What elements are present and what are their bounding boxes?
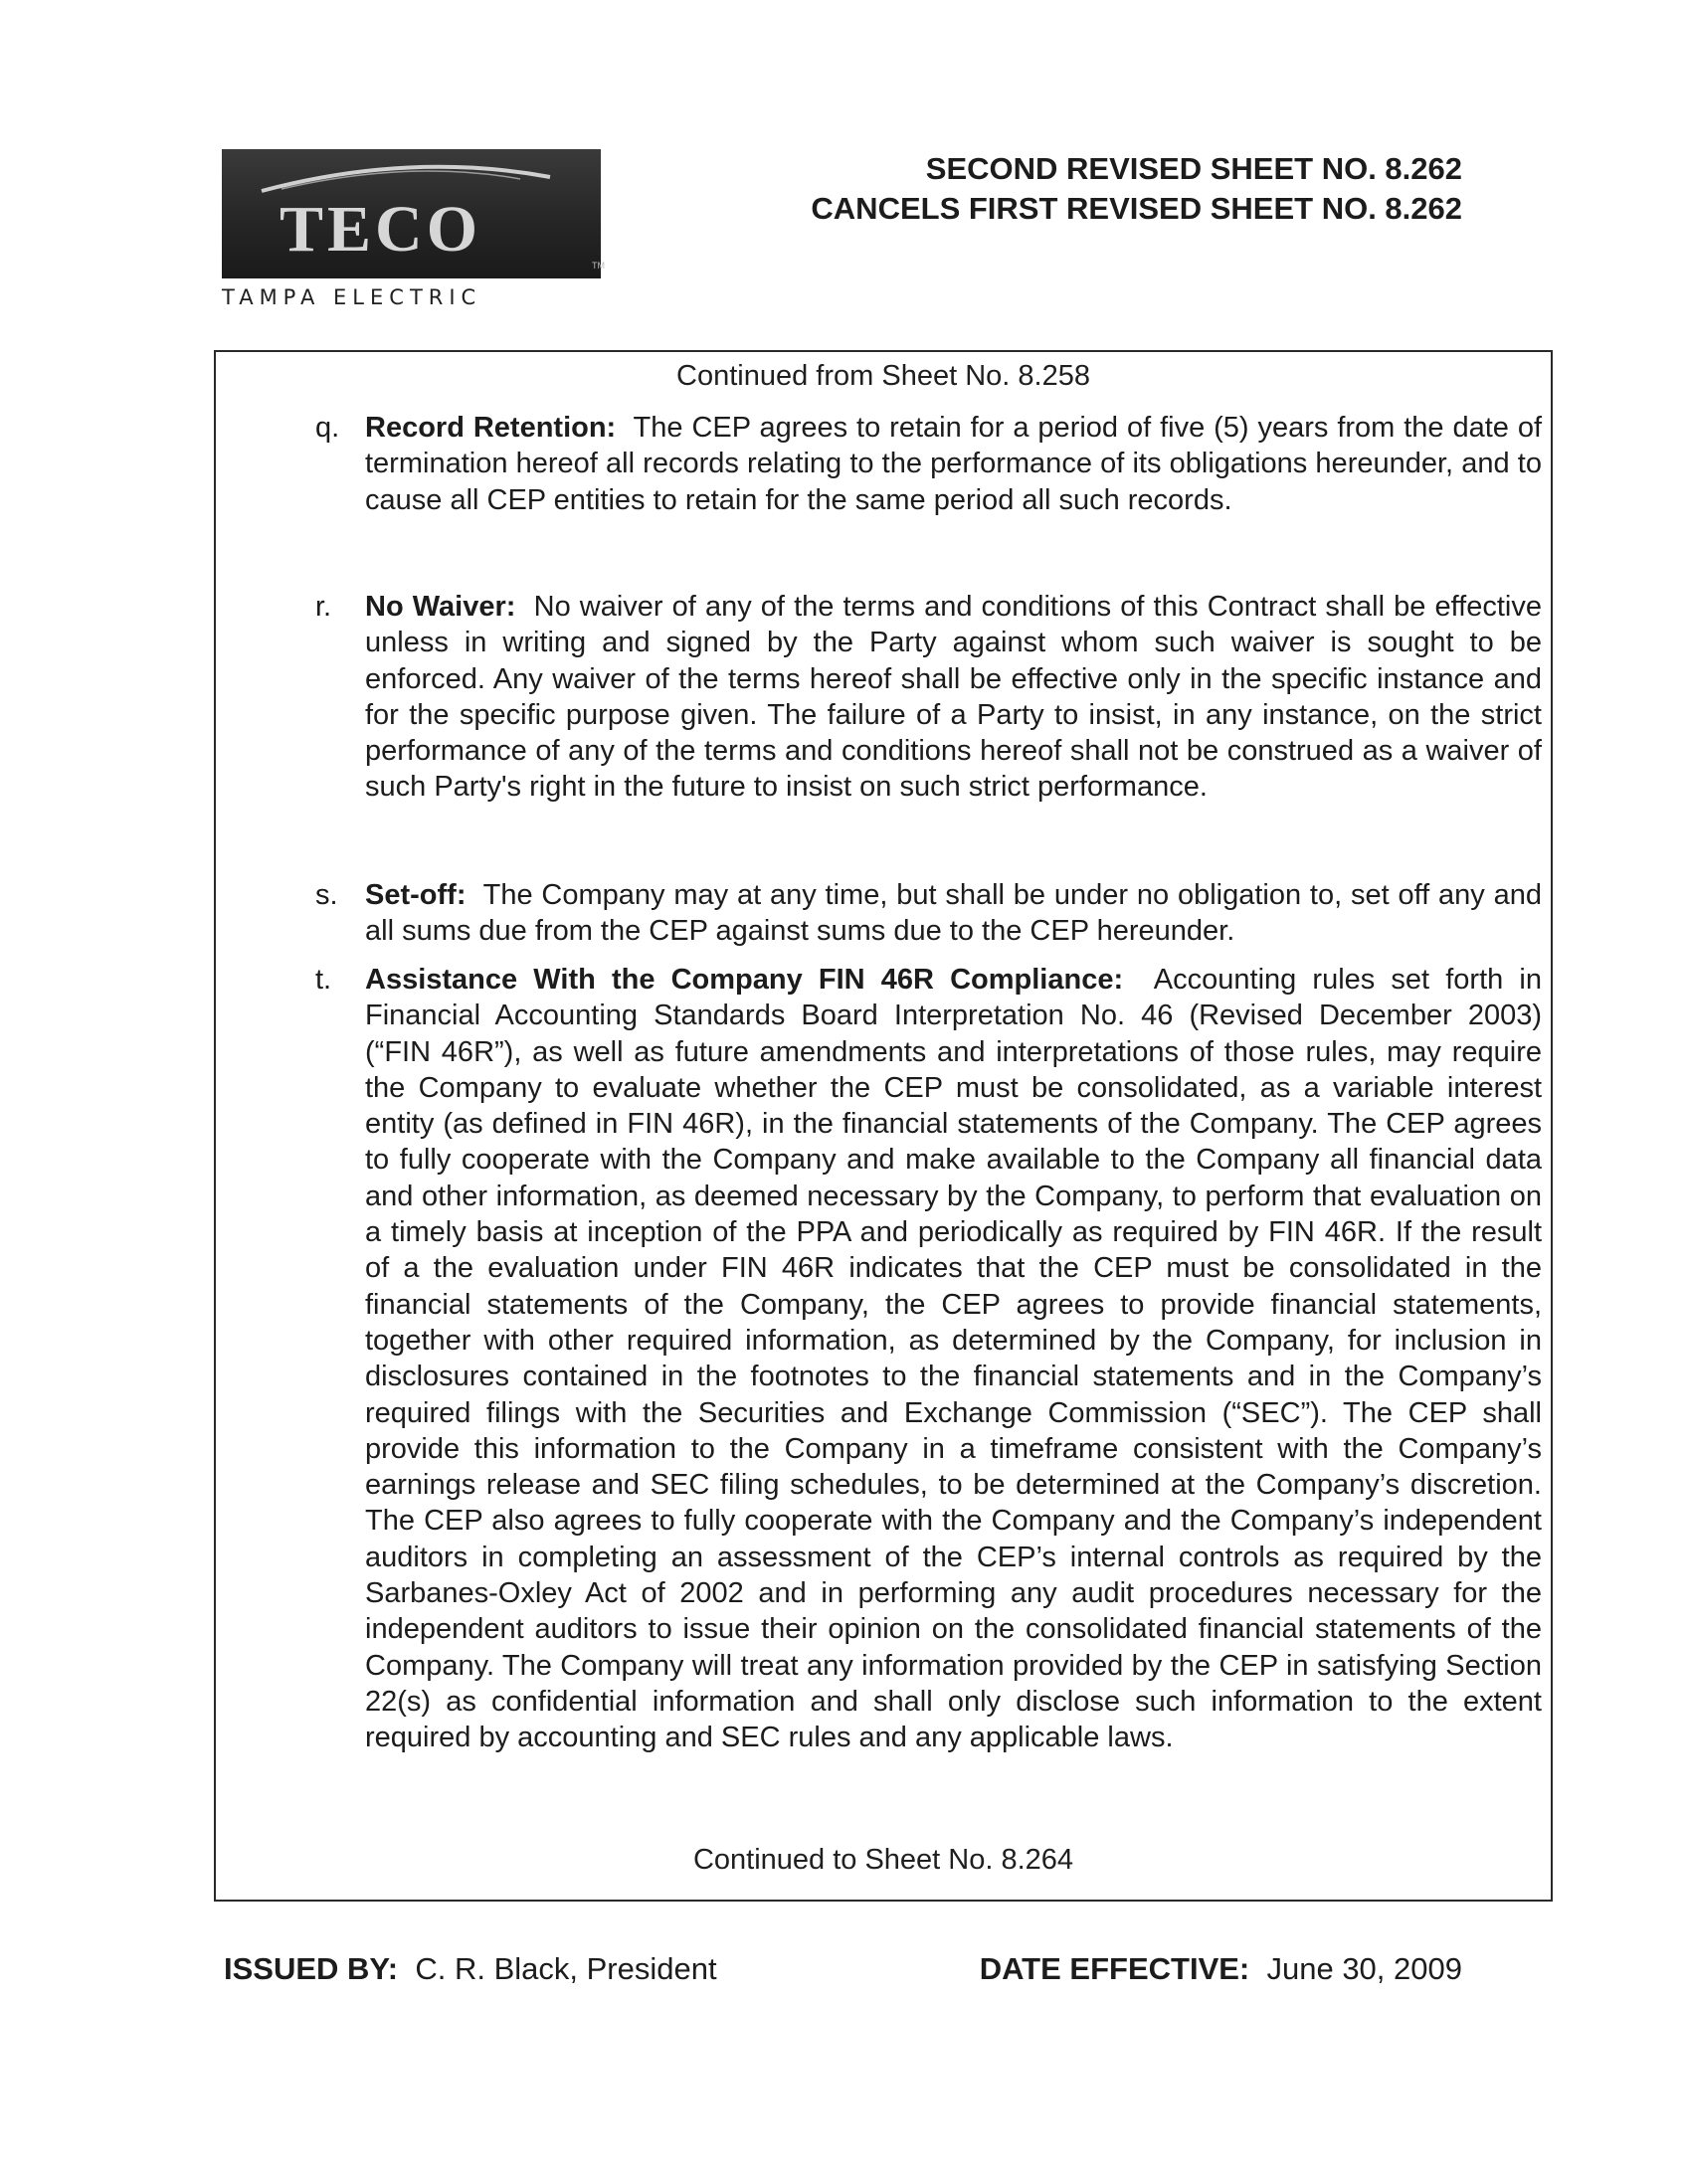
section-letter: q. — [315, 412, 340, 444]
tariff-content-box — [214, 350, 1553, 1902]
section-letter: s. — [315, 879, 338, 911]
section-body — [365, 589, 1542, 806]
section-title: Set-off: — [365, 879, 467, 911]
date-effective — [980, 1951, 1462, 1987]
company-name: TAMPA ELECTRIC — [222, 285, 482, 309]
date-effective-label: DATE EFFECTIVE: — [979, 1951, 1250, 1986]
issued-by-label: ISSUED BY: — [224, 1951, 399, 1986]
section-letter: r. — [315, 591, 332, 623]
issued-by-value: C. R. Black, President — [415, 1951, 717, 1986]
section-text: The Company may at any time, but shall be under no obligation to, set off any and all sums due from the CEP against sums due to the CEP hereunder. — [365, 879, 1543, 948]
section-title: Assistance With the Company FIN 46R Compliance: — [365, 964, 1124, 996]
section-text: Accounting rules set forth in Financial Accounting Standards Board Interpretation No. 46 (Revised December 2003) (“FIN 46R”), as well as future amendments and interpretations of those rules, may require the Company to evaluate whether the CEP must be consolidated, as a variable interest entity (as defined in FIN 46R), in the financial statements of the Company. The CEP agrees to fully cooperate with the Company and make available to the Company all financial data and other information, as deemed necessary by the Company, to perform that evaluation on a timely basis at inception of the PPA and periodically as required by FIN 46R. If the result of a the evaluation under FIN 46R indicates that the CEP must be consolidated in the financial statements of the Company, the CEP agrees to provide financial statements, together with other required information, as determined by the Company, for inclusion in disclosures contained in the footnotes to the financial statements and in the Company’s required filings with the Securities and Exchange Commission (“SEC”). The CEP shall provide this information to the Company in a timeframe consistent with the Company’s earnings release and SEC filing schedules, to be determined at the Company’s discretion. The CEP also agrees to fully cooperate with the Company and the Company’s independent auditors in completing an assessment of the CEP’s internal controls as required by the Sarbanes-Oxley Act of 2002 and in performing any audit procedures necessary for the independent auditors to issue their opinion on the consolidated financial statements of the Company. The Company will treat any information provided by the CEP in satisfying Section 22(s) as confidential information and shall only disclose such information to the extent required by accounting and SEC rules and any applicable laws. — [365, 964, 1542, 1754]
issued-by — [224, 1951, 717, 1987]
continued-to: Continued to Sheet No. 8.264 — [692, 1844, 1074, 1876]
section-letter: t. — [315, 964, 332, 996]
teco-logo — [222, 149, 605, 278]
sheet-titles — [811, 149, 1462, 229]
section-body — [365, 962, 1542, 1756]
section-body — [365, 877, 1542, 950]
logo-wordmark: TECO — [280, 193, 482, 266]
section-text: The CEP agrees to retain for a period of five (5) years from the date of termination hereof all records relating to the performance of its obligations hereunder, and to cause all CEP entities to retain for the same period all such records. — [365, 412, 1543, 516]
sheet-number: SECOND REVISED SHEET NO. 8.262 — [925, 151, 1462, 186]
logo-trademark: TM — [592, 261, 605, 271]
section-title: Record Retention: — [365, 412, 617, 444]
section-body — [365, 410, 1542, 518]
continued-from: Continued from Sheet No. 8.258 — [676, 360, 1090, 392]
section-text: No waiver of any of the terms and conditions of this Contract shall be effective unless in writing and signed by the Party against whom such waiver is sought to be enforced. Any waiver of the terms hereof shall be effective only in the specific instance and for the specific purpose given. The failure of a Party to insist, in any instance, on the strict performance of any of the terms and conditions hereof shall not be construed as a waiver of such Party's right in the future to insist on such strict performance. — [365, 591, 1542, 804]
cancels-sheet-number: CANCELS FIRST REVISED SHEET NO. 8.262 — [811, 191, 1462, 226]
date-effective-value: June 30, 2009 — [1266, 1951, 1462, 1986]
section-title: No Waiver: — [365, 591, 516, 623]
